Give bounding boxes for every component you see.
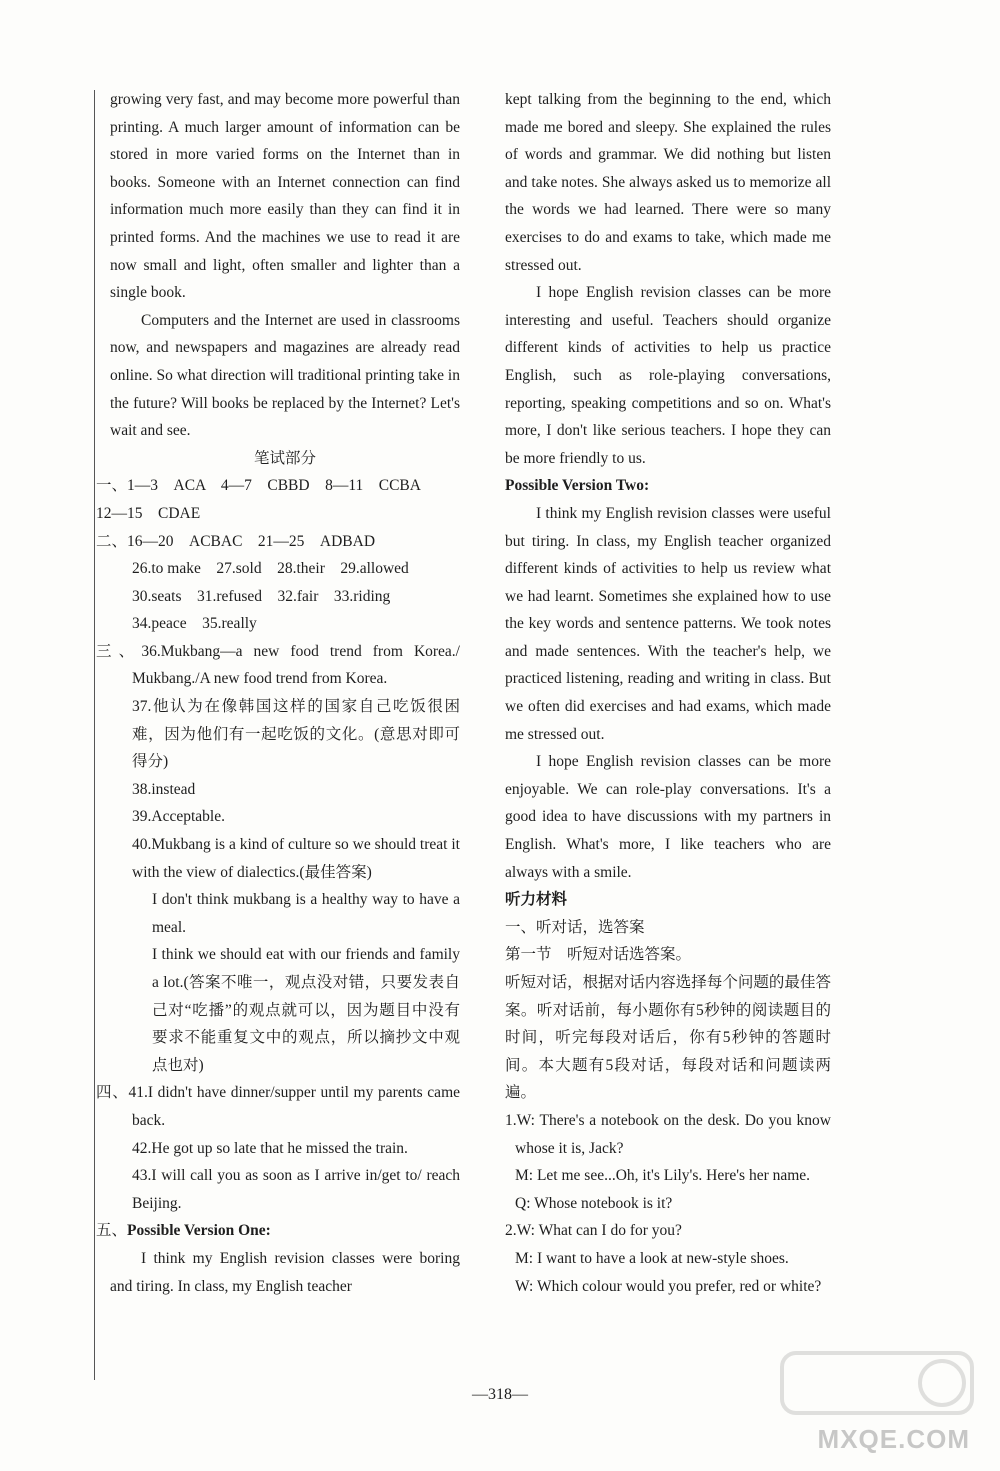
- paragraph: I think my English revision classes were useful but tiring. In class, my English teacher organized different kinds of activities to help us review what we had learnt. Sometimes she explained how to use the key words and sentence patterns. We took notes and made sentences. With the teacher's help, we practiced listening, reading and writing in class. But we often did exercises and had exams, which made me stressed out.: [505, 504, 831, 743]
- listening-subtitle: 一、听对话，选答案: [505, 918, 645, 936]
- answer-line: 一、1—3 ACA 4—7 CBBD 8—11 CCBA: [96, 477, 421, 495]
- answer-item: 四、41.I didn't have dinner/supper until my parents came back.: [96, 1084, 460, 1129]
- answer-item: 39.Acceptable.: [132, 808, 225, 826]
- paragraph: kept talking from the beginning to the end, which made me bored and sleepy. She explained the rules of words and grammar. We did nothing but listen and take notes. She always asked us to memorize all the words we had learned. There were so many exercises to do and exams to take, which made me stressed out.: [505, 91, 831, 274]
- version-one-title: Possible Version One:: [127, 1222, 271, 1240]
- listening-title: 听力材料: [505, 891, 568, 909]
- answer-line: 30.seats 31.refused 32.fair 33.riding: [132, 587, 391, 605]
- answer-item: 42.He got up so late that he missed the train.: [132, 1139, 408, 1157]
- dialogue-line: M: Let me see...Oh, it's Lily's. Here's her name.: [515, 1167, 811, 1185]
- answer-line: 26.to make 27.sold 28.their 29.allowed: [132, 560, 409, 578]
- paragraph: I hope English revision classes can be more enjoyable. We can role-play conversations. It's a good idea to have discussions with my partners in English. What's more, I like teachers who are always with a smile.: [505, 753, 831, 881]
- version-two-title: Possible Version Two:: [505, 477, 650, 495]
- answer-item: 40.Mukbang is a kind of culture so we should treat it with the view of dialectics.(最佳答案): [132, 836, 460, 881]
- answer-line: 12—15 CDAE: [96, 504, 201, 522]
- left-column: [96, 86, 460, 1300]
- dialogue-line: 2.W: What can I do for you?: [505, 1222, 682, 1240]
- page-number: —318—: [472, 1386, 528, 1403]
- answer-item: 43.I will call you as soon as I arrive in/get to/ reach Beijing.: [132, 1167, 460, 1212]
- paragraph: I hope English revision classes can be more interesting and useful. Teachers should organize different kinds of activities to help us practice English, such as role-playing conversations, reporting, speaking competitions and so on. What's more, I don't like serious teachers. I hope they can be more friendly to us.: [505, 284, 831, 467]
- answer-line: 二、16—20 ACBAC 21—25 ADBAD: [96, 532, 376, 550]
- dialogue-line: W: Which colour would you prefer, red or white?: [515, 1277, 822, 1295]
- answer-item: I think we should eat with our friends and family a lot.(答案不唯一，观点没对错，只要发表自己对“吃播”的观点就可以，因为题目中没有要求不能重复文中的观点，所以摘抄文中观点也对): [152, 946, 460, 1074]
- version-heading: [96, 1217, 460, 1245]
- listening-section: 第一节 听短对话选答案。: [505, 946, 692, 964]
- dialogue-line: M: I want to have a look at new-style shoes.: [515, 1249, 789, 1267]
- answer-item: I don't think mukbang is a healthy way to have a meal.: [152, 891, 460, 936]
- answer-line: 34.peace 35.really: [132, 615, 257, 633]
- column-divider: [94, 90, 95, 1380]
- dialogue-line: Q: Whose notebook is it?: [515, 1194, 673, 1212]
- answer-item: 37.他认为在像韩国这样的国家自己吃饭很困难，因为他们有一起吃饭的文化。(意思对即可得分): [132, 698, 460, 771]
- section-title: 笔试部分: [253, 449, 316, 467]
- paragraph: Computers and the Internet are used in classrooms now, and newspapers and magazines are already read online. So what direction will traditional printing take in the future? Will books be replaced by the Internet? Let's wait and see.: [110, 311, 460, 440]
- part-prefix: 五、: [96, 1222, 128, 1240]
- paragraph: I think my English revision classes were boring and tiring. In class, my English teacher: [110, 1249, 460, 1295]
- paragraph: growing very fast, and may become more powerful than printing. A much larger amount of information can be stored in more varied forms on the Internet than in books. Someone with an Internet connection can find information much more easily than they can find it in printed forms. And the machines we use to read it are now small and light, often smaller and lighter than a single book.: [110, 91, 460, 302]
- dialogue-line: 1.W: There's a notebook on the desk. Do you know whose it is, Jack?: [505, 1111, 831, 1157]
- answer-item: 三、36.Mukbang—a new food trend from Korea./ Mukbang./A new food trend from Korea.: [96, 642, 460, 688]
- right-column: [505, 86, 831, 1300]
- watermark-text: MXQE.COM: [817, 1424, 970, 1454]
- listening-instructions: 听短对话，根据对话内容选择每个问题的最佳答案。听对话前，每小题你有5秒钟的阅读题目的时间，听完每段对话后，你有5秒钟的答题时间。本大题有5段对话，每段对话和问题读两遍。: [505, 974, 831, 1102]
- answer-item: 38.instead: [132, 780, 196, 798]
